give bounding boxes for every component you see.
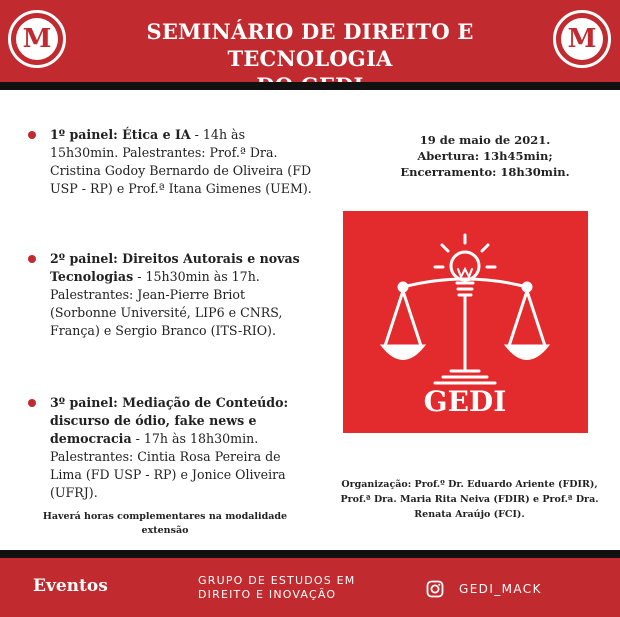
gedi-logo-box (343, 211, 588, 433)
panel-title: 3º painel: Mediação de Conteúdo: discurso de ódio, fake news e democracia (50, 395, 289, 446)
panel-title: 2º painel: Direitos Autorais e novas Tecnologias (50, 251, 300, 284)
schedule-info (360, 132, 610, 180)
scale-of-justice-icon (343, 211, 588, 433)
panel-time: - 14h às 15h30min. (50, 127, 246, 160)
bullet-icon (28, 255, 36, 263)
footer-banner (0, 558, 620, 617)
panel-time: - 15h30min às 17h. (133, 269, 260, 284)
logo-letter: M (16, 18, 58, 60)
instagram-handle[interactable]: GEDI_MACK (459, 582, 542, 596)
group-line-1: GRUPO DE ESTUDOS EM (198, 574, 356, 587)
mackenzie-logo-left (8, 10, 66, 68)
header-divider (0, 82, 620, 90)
bullet-icon (28, 131, 36, 139)
bullet-icon (28, 399, 36, 407)
gedi-logo-text: GEDI (423, 385, 507, 418)
panel-title: 1º painel: Ética e IA (50, 127, 191, 142)
mackenzie-logo-right (553, 10, 611, 68)
panel-2 (28, 250, 313, 340)
title-line-1: SEMINÁRIO DE DIREITO E TECNOLOGIA (146, 19, 474, 71)
footer-divider (0, 550, 620, 558)
events-label: Eventos (33, 576, 108, 596)
header-banner (0, 0, 620, 82)
instagram-icon[interactable] (426, 580, 444, 598)
panel-speakers: Palestrantes: Prof.ª Dra. Cristina Godoy Bernardo de Oliveira (FD USP - RP) e Prof.ª Itana Gimenes (UEM). (50, 145, 312, 196)
panel-3 (28, 394, 313, 502)
closing-time: Encerramento: 18h30min. (400, 165, 570, 179)
event-date: 19 de maio de 2021. (419, 133, 551, 147)
group-line-2: DIREITO E INOVAÇÃO (198, 588, 337, 601)
panel-speakers: Palestrantes: Cintia Rosa Pereira de Lima (FD USP - RP) e Jonice Oliveira (UFRJ). (50, 449, 286, 500)
opening-time: Abertura: 13h45min; (417, 149, 553, 163)
study-group-name (198, 574, 398, 602)
organization-credits: Organização: Prof.º Dr. Eduardo Ariente (FDIR), Prof.ª Dra. Maria Rita Neiva (FDIR) e Prof.ª Dra. Renata Araújo (FCI). (340, 479, 599, 520)
complementary-hours-note: Haverá horas complementares na modalidade extensão (42, 511, 288, 536)
panel-speakers: Palestrantes: Jean-Pierre Briot (Sorbonne Université, LIP6 e CNRS, França) e Sergio Branco (ITS-RIO). (50, 287, 283, 338)
logo-letter: M (561, 18, 603, 60)
panel-1 (28, 126, 313, 198)
panel-time: - 17h às 18h30min. (131, 431, 259, 446)
